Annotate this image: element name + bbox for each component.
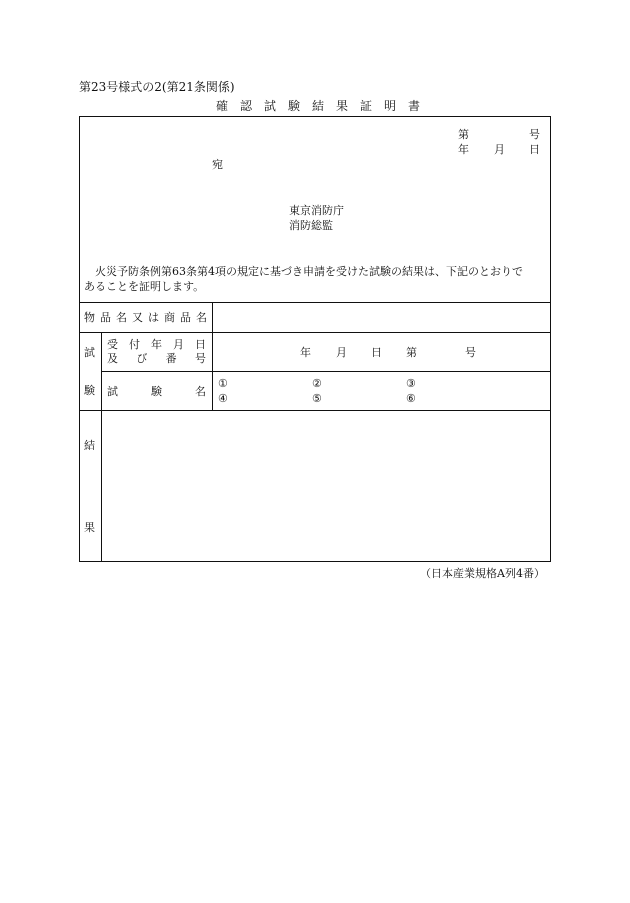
- test-slot-3: ③: [406, 377, 416, 390]
- statement-line-2: あることを証明します。: [84, 280, 205, 293]
- reception-go: 号: [465, 346, 476, 359]
- reception-month: 月: [336, 346, 347, 359]
- reception-day: 日: [371, 346, 382, 359]
- test-side-label-2: 験: [84, 384, 95, 397]
- document-title: 確 認 試 験 結 果 証 明 書: [216, 99, 421, 113]
- row-divider-product-bottom: [79, 332, 551, 333]
- reception-label-line2: 及 び 番 号: [107, 352, 206, 365]
- reception-year: 年: [300, 346, 311, 359]
- product-name-field[interactable]: [213, 303, 550, 332]
- test-slot-5: ⑤: [312, 392, 322, 405]
- addressee-suffix: 宛: [212, 158, 223, 171]
- date-day: 日: [529, 143, 540, 156]
- form-number: 第23号様式の2(第21条関係): [79, 80, 235, 94]
- date-year: 年: [458, 143, 469, 156]
- test-side-label-1: 試: [84, 346, 95, 359]
- test-slot-1: ①: [218, 377, 228, 390]
- reception-dai: 第: [406, 346, 417, 359]
- issuer-org: 東京消防庁: [289, 204, 344, 217]
- number-label-dai: 第: [458, 128, 469, 141]
- result-field[interactable]: [102, 411, 550, 561]
- test-slot-2: ②: [312, 377, 322, 390]
- row-divider-reception-bottom: [101, 371, 551, 372]
- statement-line-1: 火災予防条例第63条第4項の規定に基づき申請を受けた試験の結果は、下記のとおりで: [95, 265, 523, 278]
- test-slot-6: ⑥: [406, 392, 416, 405]
- test-name-label: 試 験 名: [107, 385, 206, 398]
- reception-label-line1: 受 付 年 月 日: [107, 338, 206, 351]
- issuer-title: 消防総監: [289, 219, 333, 232]
- product-name-label: 物 品 名 又 は 商 品 名: [84, 311, 207, 324]
- test-slot-4: ④: [218, 392, 228, 405]
- paper-size-note: （日本産業規格A列4番）: [420, 567, 545, 580]
- number-label-go: 号: [529, 128, 540, 141]
- result-side-label-2: 果: [84, 521, 95, 534]
- result-side-label-1: 結: [84, 439, 95, 452]
- date-month: 月: [494, 143, 505, 156]
